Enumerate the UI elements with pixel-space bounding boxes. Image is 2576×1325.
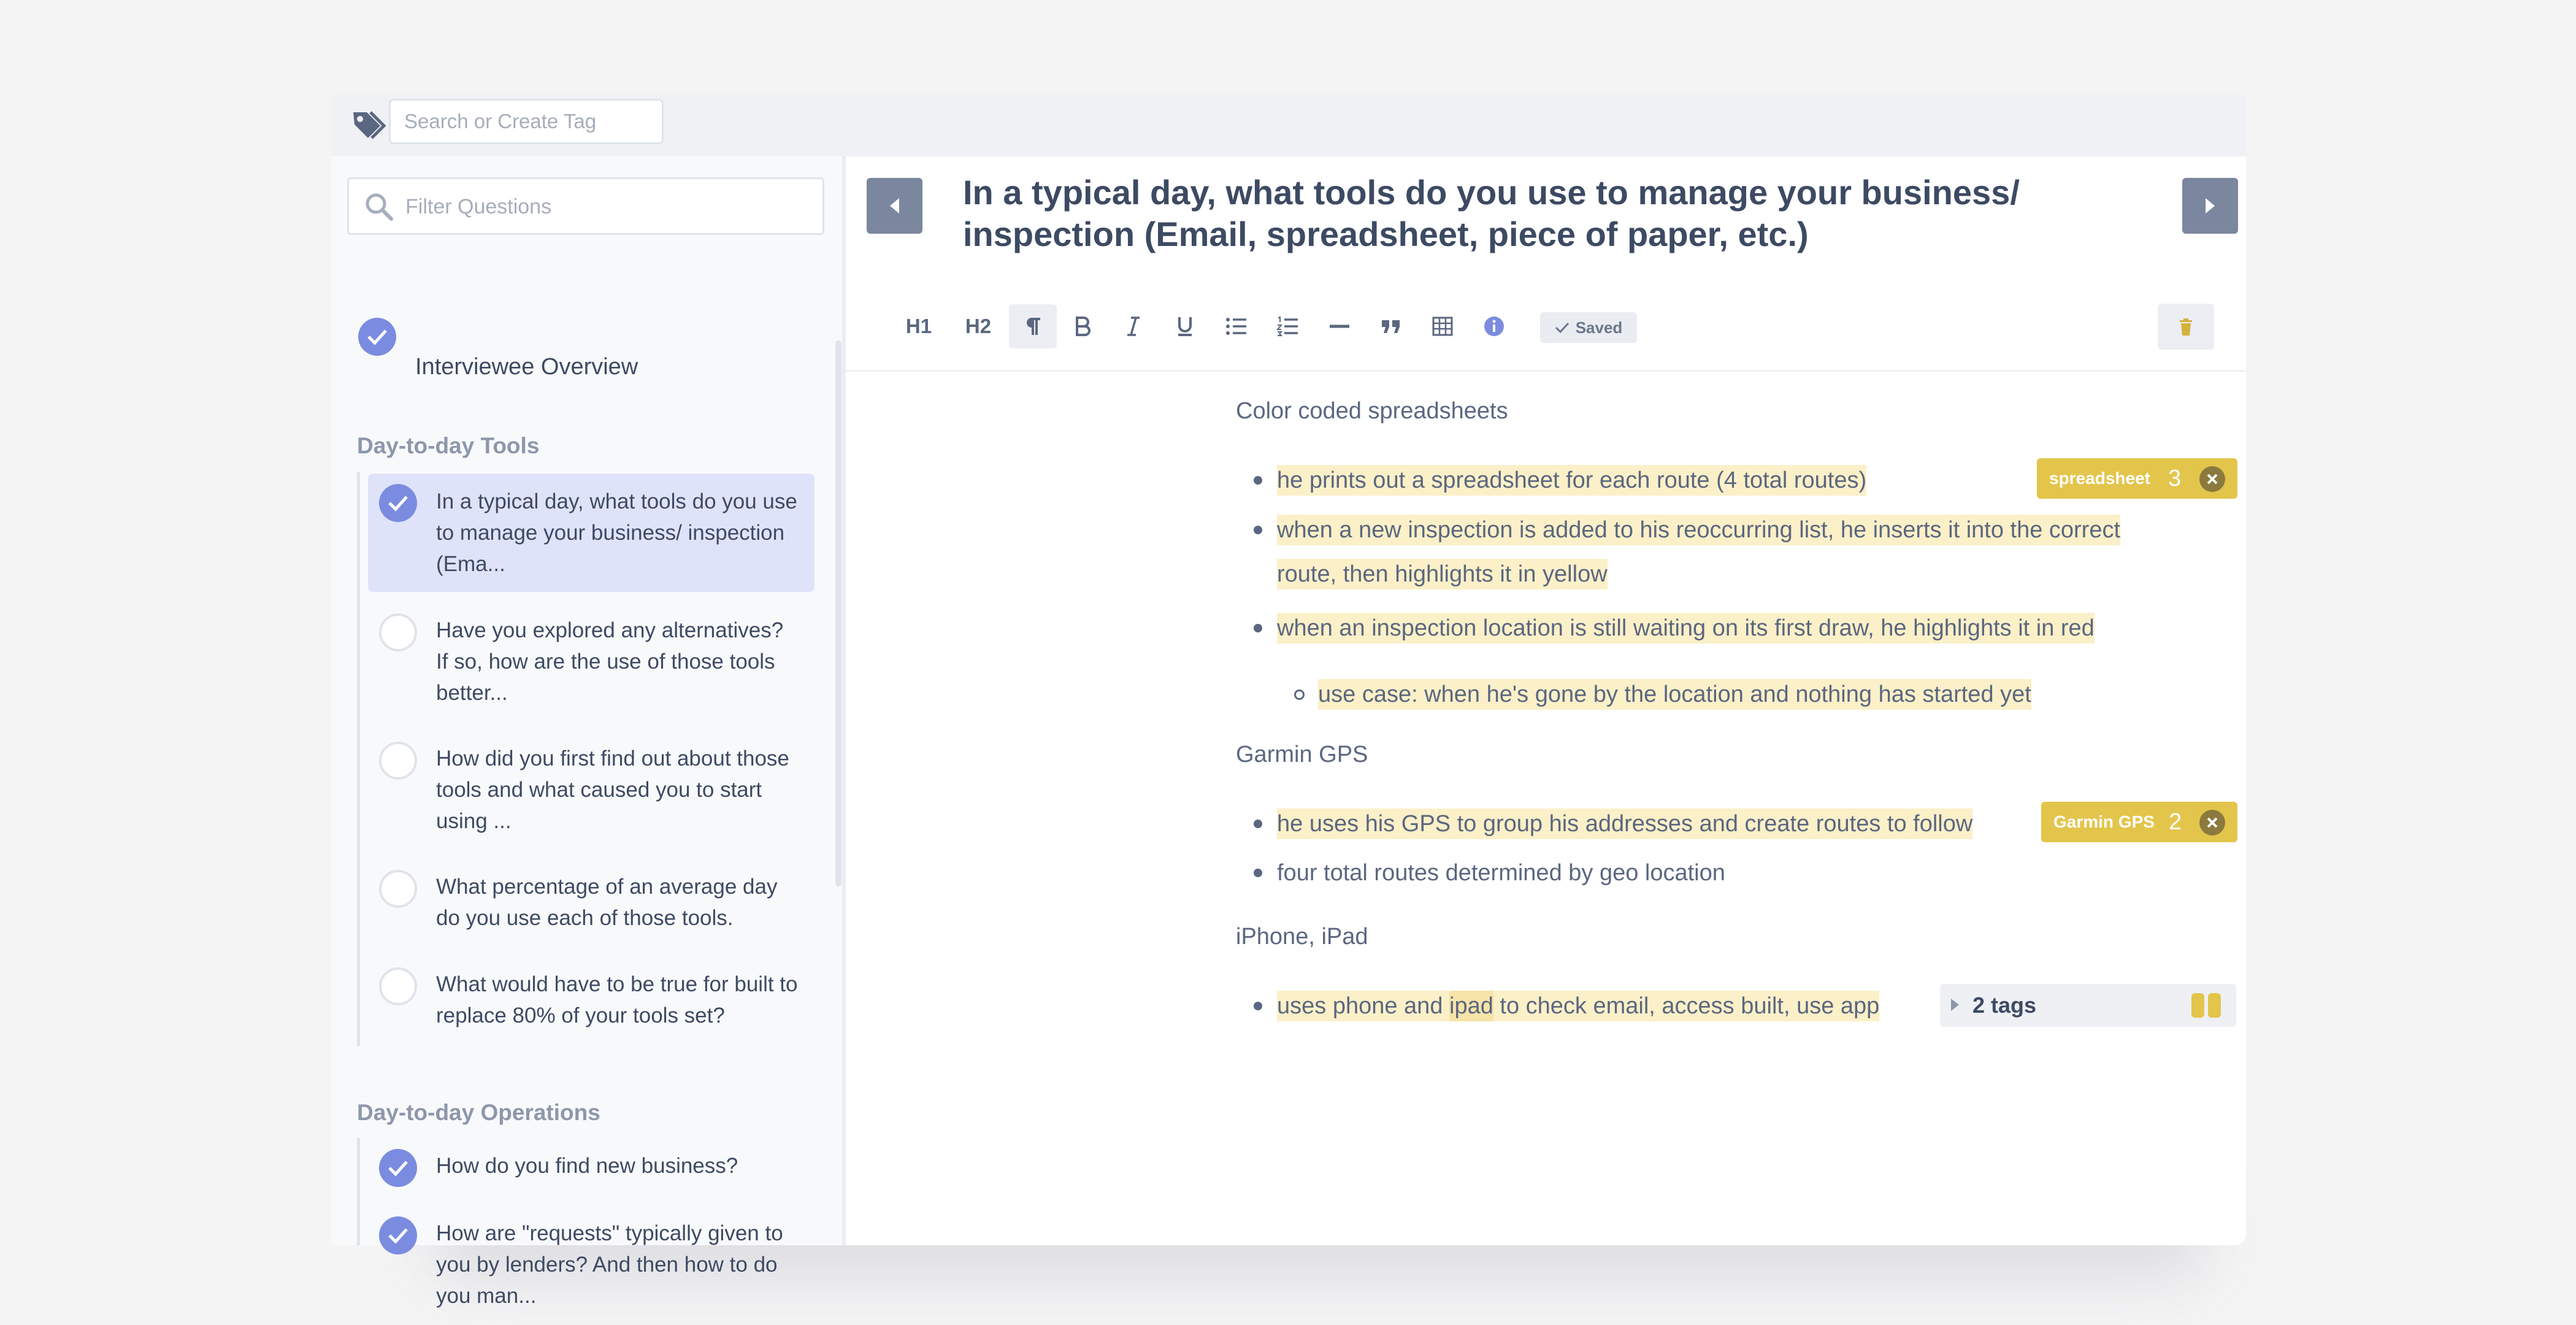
question-item[interactable] [368, 602, 815, 719]
saved-status-label: Saved [1575, 318, 1623, 337]
tag-count: 3 [2168, 466, 2182, 491]
note-bullet[interactable] [1277, 458, 1866, 503]
check-icon [367, 328, 388, 346]
table-button[interactable] [1424, 304, 1461, 348]
highlighted-text[interactable]: to check email, access built, use app [1493, 991, 1879, 1021]
horizontal-rule-icon [1327, 314, 1352, 339]
info-icon [1482, 314, 1506, 339]
heading-1-button[interactable]: H1 [905, 315, 932, 337]
numbered-list-button[interactable] [1270, 304, 1306, 348]
list-bullet [1254, 820, 1262, 828]
bullet-list-button[interactable] [1218, 304, 1255, 348]
info-button[interactable] [1476, 304, 1512, 348]
tag-name: spreadsheet [2049, 469, 2150, 488]
caret-right-icon [1951, 999, 1959, 1011]
question-item[interactable] [368, 956, 815, 1042]
highlighted-text[interactable]: when a new inspection is added to his reoccurring list, he inserts it into the correct [1277, 515, 2120, 545]
tag-bar [331, 95, 2246, 156]
underline-button[interactable] [1167, 304, 1203, 348]
question-text: Have you explored any alternatives? If so, how are the use of those tools better... [436, 618, 784, 705]
tag-search-input[interactable] [389, 99, 664, 144]
question-checkmark[interactable] [379, 1216, 417, 1254]
note-bullet[interactable] [1277, 605, 2095, 651]
note-heading: Garmin GPS [1236, 742, 1368, 767]
highlighted-text[interactable]: when an inspection location is still waiting on its first draw, he highlights it in red [1277, 613, 2095, 643]
question-checkmark[interactable] [379, 484, 417, 522]
list-bullet [1254, 624, 1262, 632]
question-checkmark[interactable] [379, 1149, 417, 1187]
caret-right-icon [2202, 196, 2218, 215]
note-bullet-continuation[interactable] [1277, 551, 1608, 597]
question-item[interactable] [368, 731, 815, 847]
paragraph-button[interactable] [1009, 304, 1057, 348]
tags-icon[interactable] [350, 107, 385, 143]
question-text: How do you find new business? [436, 1154, 738, 1178]
highlighted-text[interactable]: uses phone and [1277, 991, 1449, 1021]
app-window [331, 95, 2246, 1308]
table-icon [1430, 314, 1455, 339]
note-heading: iPhone, iPad [1236, 924, 1368, 950]
question-checkmark[interactable] [379, 870, 417, 908]
highlighted-text[interactable]: he uses his GPS to group his addresses and create routes to follow [1277, 808, 1972, 839]
remove-tag-button[interactable] [2199, 810, 2225, 835]
list-bullet [1254, 1002, 1262, 1010]
next-question-button[interactable] [2182, 178, 2238, 234]
multi-tag-label: 2 tags [1972, 993, 2037, 1018]
question-sidebar [331, 156, 842, 1308]
delete-button[interactable] [2158, 304, 2214, 350]
italic-icon [1121, 314, 1146, 339]
question-text: What would have to be true for built to replace 80% of your tools set? [436, 972, 798, 1027]
question-text: How are "requests" typically given to you by lenders? And then how to do you man... [436, 1221, 783, 1308]
tag-color-swatch [2208, 993, 2221, 1018]
paragraph-icon [1021, 314, 1045, 339]
search-icon [364, 191, 394, 222]
quote-icon [1379, 314, 1403, 339]
tag-color-swatch [2191, 993, 2204, 1018]
sidebar-divider [842, 156, 846, 1245]
close-icon [2207, 817, 2218, 828]
note-bullet[interactable]: four total routes determined by geo location [1277, 860, 1725, 886]
previous-question-button[interactable] [867, 178, 922, 234]
question-item[interactable] [368, 474, 815, 592]
question-checkmark[interactable] [379, 742, 417, 780]
check-icon [388, 1226, 408, 1245]
question-item[interactable] [368, 1205, 815, 1310]
trash-icon [2179, 318, 2193, 336]
list-bullet [1254, 526, 1262, 534]
highlighted-text-overlap[interactable]: ipad [1449, 991, 1493, 1021]
caret-left-icon [887, 196, 902, 215]
heading-2-button[interactable]: H2 [965, 315, 992, 337]
question-checkmark[interactable] [379, 967, 417, 1005]
toolbar-divider [846, 370, 2246, 372]
list-bullet [1254, 476, 1262, 485]
close-icon [2207, 474, 2218, 485]
section-title: Day-to-day Operations [357, 1100, 600, 1125]
list-sub-bullet [1294, 689, 1305, 700]
overview-checkmark[interactable] [358, 318, 396, 356]
tag-chip[interactable] [2041, 802, 2237, 842]
highlighted-text[interactable]: use case: when he's gone by the location and nothing has started yet [1318, 679, 2031, 710]
question-text: What percentage of an average day do you use each of those tools. [436, 875, 778, 930]
highlighted-text[interactable]: he prints out a spreadsheet for each route (4 total routes) [1277, 465, 1866, 496]
question-item[interactable] [368, 1138, 815, 1194]
multi-tag-toggle[interactable] [1940, 984, 2236, 1027]
bullet-list-icon [1224, 314, 1249, 339]
section-title: Day-to-day Tools [357, 433, 540, 458]
underline-icon [1173, 314, 1197, 339]
quote-button[interactable] [1373, 304, 1409, 348]
italic-button[interactable] [1115, 304, 1152, 348]
remove-tag-button[interactable] [2199, 466, 2225, 492]
section-divider [357, 1138, 360, 1245]
question-text: How did you first find out about those tools and what caused you to start using ... [436, 747, 789, 833]
highlighted-text[interactable]: route, then highlights it in yellow [1277, 559, 1608, 590]
horizontal-rule-button[interactable] [1321, 304, 1358, 348]
note-bullet[interactable] [1277, 507, 2120, 553]
saved-status-badge [1540, 312, 1637, 343]
note-heading: Color coded spreadsheets [1236, 398, 1508, 424]
section-divider [357, 472, 360, 1046]
tag-name: Garmin GPS [2053, 812, 2155, 831]
filter-questions-field[interactable] [347, 177, 824, 235]
check-icon [388, 494, 408, 512]
bold-icon [1070, 314, 1094, 339]
check-icon [1555, 321, 1570, 334]
note-bullet[interactable] [1277, 983, 1879, 1029]
question-title: In a typical day, what tools do you use to manage your business/ inspection (Email, spreadsheet, piece of paper, etc.) [963, 173, 2020, 253]
note-sub-bullet[interactable] [1318, 672, 2031, 717]
question-text: In a typical day, what tools do you use to manage your business/ inspection (Ema... [436, 490, 797, 576]
sidebar-scrollbar[interactable] [835, 340, 841, 886]
question-checkmark[interactable] [379, 613, 417, 651]
list-bullet [1254, 869, 1262, 877]
question-item[interactable] [368, 859, 815, 945]
bold-button[interactable] [1064, 304, 1100, 348]
note-bullet[interactable] [1277, 801, 1972, 847]
tag-chip[interactable] [2037, 458, 2237, 499]
numbered-list-icon [1276, 314, 1300, 339]
tag-count: 2 [2169, 809, 2182, 835]
interviewee-overview-link[interactable]: Interviewee Overview [415, 354, 638, 380]
check-icon [388, 1159, 408, 1177]
filter-questions-input[interactable] [404, 188, 811, 226]
